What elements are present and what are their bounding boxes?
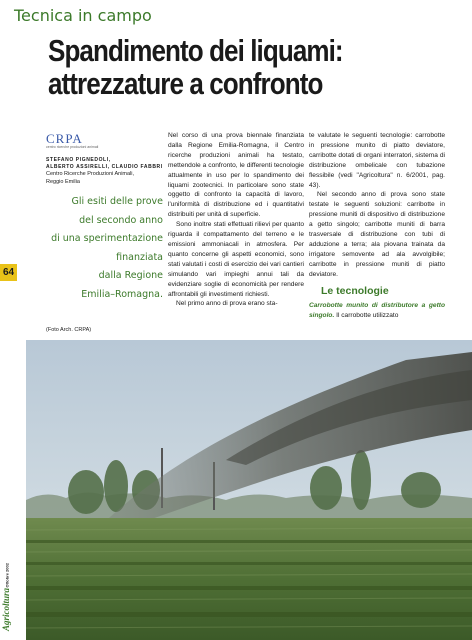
title-line-2: attrezzature a confronto — [48, 66, 323, 101]
authors — [46, 157, 164, 171]
photo-credit: (Foto Arch. CRPA) — [46, 327, 92, 333]
paragraph — [309, 301, 445, 321]
affiliation — [46, 171, 164, 186]
body-column-1 — [168, 131, 304, 309]
body-column-2 — [309, 131, 445, 320]
paragraph: Sono inoltre stati effettuati rilievi per quanto riguarda il compattamento del terreno e le emissioni ammoniacali in atmosfera. Per quanto concerne gli aspetti economici, sono stati valutati i costi di esercizio dei vari cantieri simulando vari impieghi annui tali da evidenziare soglie di economicità per rendere affrontabili gli investimenti richiesti. — [168, 221, 304, 298]
field-spreading-photo — [26, 340, 472, 640]
paragraph: te valutate le seguenti tecnologie: carrobotte in pressione munito di piatto deviatore, carribotte dotati di organi interratori, sistema di distribuzione ombelicale con tubazione flessibile (vedi "Agricoltura" n. 6/2001, pag. 43). — [309, 132, 445, 189]
section-subheading: Le tecnologie — [321, 284, 389, 297]
emphasis-lead: Carrobotte munito di distributore a getto singolo. — [309, 301, 445, 319]
section-label: Tecnica in campo — [14, 6, 152, 25]
lead-line: dalla Regione — [98, 270, 163, 281]
paragraph: Nel secondo anno di prova sono state testate le seguenti soluzioni: carribotte in pressione muniti di dispositivo di distribuzione a getto singolo; carribotte muniti di barra trasversale di distribuzione con tubi di adduzione a terra; ala piovana trainata da irrigatore semovente ad ala avvolgibile; carribotte in pressione muniti di piatto deviatore. — [309, 191, 445, 278]
affiliation-line-1: Centro Ricerche Produzioni Animali, — [46, 171, 135, 177]
paragraph-text: Il carrobotte utilizzato — [334, 311, 399, 319]
article-title — [48, 34, 397, 100]
paragraph: Nel primo anno di prova erano sta- — [176, 300, 278, 308]
author-line-1: STEFANO PIGNEDOLI, — [46, 157, 111, 163]
crpa-logo-text: CRPA — [46, 131, 83, 146]
affiliation-line-2: Reggio Emilia — [46, 178, 80, 185]
magazine-side-brand — [1, 565, 11, 633]
lead-line: Emilia–Romagna. — [81, 288, 163, 300]
crpa-logo — [46, 132, 106, 156]
crpa-logo-subtitle: centro ricerche produzioni animali — [46, 145, 99, 149]
lead-paragraph — [40, 193, 163, 304]
title-line-1: Spandimento dei liquami: — [48, 33, 343, 68]
page-number: 64 — [0, 264, 17, 281]
author-line-2: ALBERTO ASSIRELLI, CLAUDIO FABBRI — [46, 164, 163, 170]
lead-line: finanziata — [116, 251, 163, 263]
paragraph: Nel corso di una prova biennale finanziata dalla Regione Emilia-Romagna, il Centro ricerche produzioni animali ha testato, mettendole a confronto, le differenti tecnologie attualmente in uso per lo spandimento dei liquami zootecnici. In particolare sono state oggetto di confronto la capacità di lavoro, l'uniformità di distribuzione ed i quantitativi distribuiti per unità di superficie. — [168, 132, 304, 219]
magazine-logo: Agricoltura — [1, 587, 11, 631]
photo-illustration — [26, 340, 472, 640]
lead-line: Gli esiti delle prove — [71, 196, 163, 207]
lead-line: del secondo anno — [79, 214, 163, 226]
issue-date: Ottobre 2002 — [4, 563, 10, 588]
lead-line: di una sperimentazione — [51, 233, 163, 244]
